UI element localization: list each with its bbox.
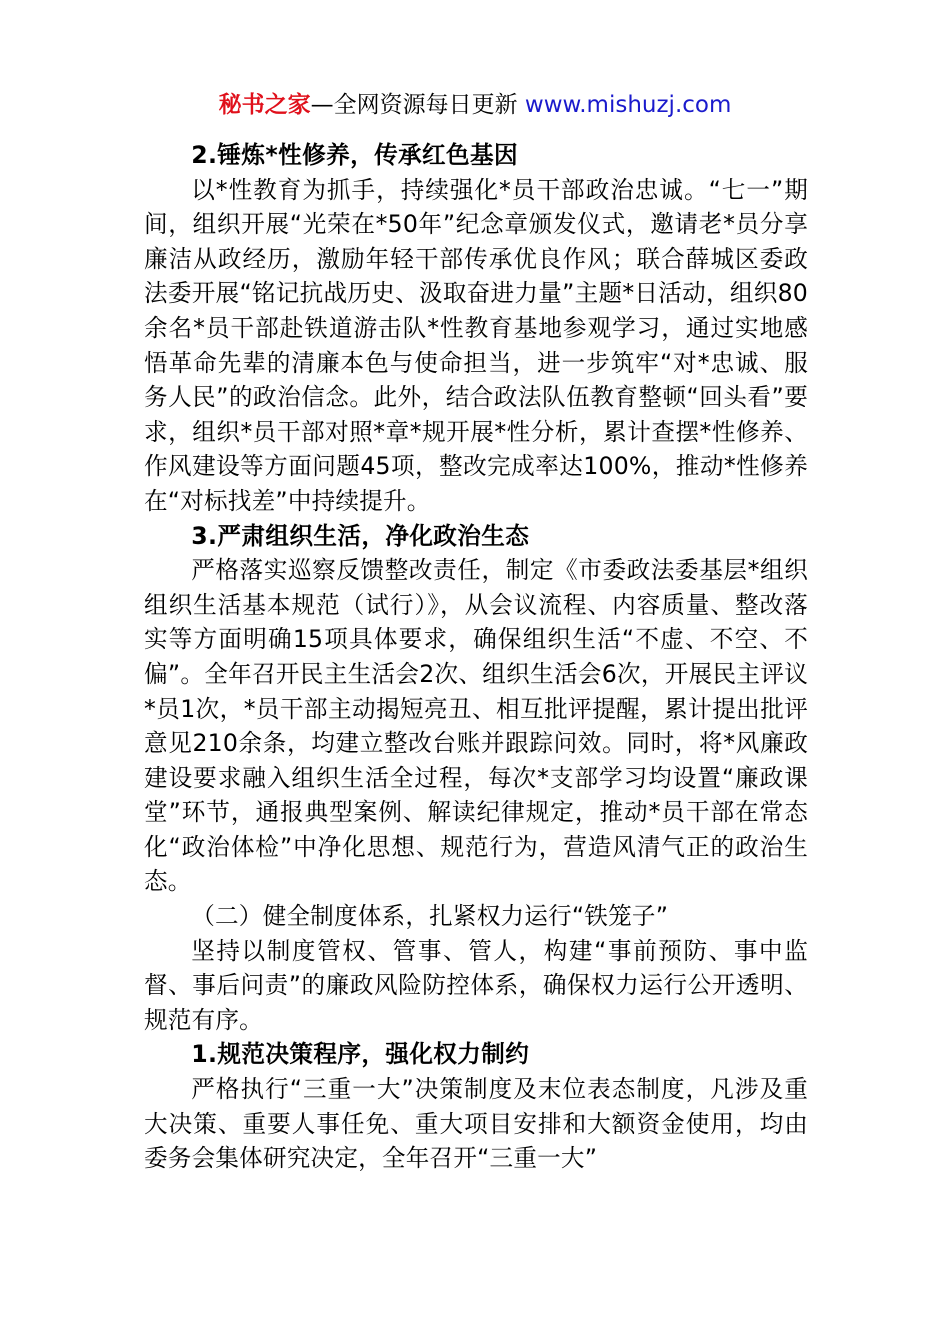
document-body xyxy=(144,138,808,1176)
body-paragraph: 以*性教育为抓手，持续强化*员干部政治忠诚。“七一”期间，组织开展“光荣在*50年”纪念章颁发仪式，邀请老*员分享廉洁从政经历，激励年轻干部传承优良作风；联合薛城区委政法委开展“铭记抗战历史、汲取奋进力量”主题*日活动，组织80余名*员干部赴铁道游击队*性教育基地参观学习，通过实地感悟革命先辈的清廉本色与使命担当，进一步筑牢“对*忠诚、服务人民”的政治信念。此外，结合政法队伍教育整顿“回头看”要求，组织*员干部对照*章*规开展*性分析，累计查摆*性修养、作风建设等方面问题45项，整改完成率达100%，推动*性修养在“对标找差”中持续提升。 xyxy=(144,175,808,515)
site-tagline: —全网资源每日更新 xyxy=(310,92,525,118)
section-subheading: （二）健全制度体系，扎紧权力运行“铁笼子” xyxy=(191,902,669,931)
body-paragraph: 严格执行“三重一大”决策制度及末位表态制度，凡涉及重大决策、重要人事任免、重大项目安排和大额资金使用，均由委务会集体研究决定，全年召开“三重一大” xyxy=(144,1075,808,1173)
site-header xyxy=(0,88,950,122)
body-paragraph: 坚持以制度管权、管事、管人，构建“事前预防、事中监督、事后问责”的廉政风险防控体系，确保权力运行公开透明、规范有序。 xyxy=(144,936,808,1034)
section-heading: 2.锤炼*性修养，传承红色基因 xyxy=(191,141,519,169)
section-heading: 1.规范决策程序，强化权力制约 xyxy=(191,1040,530,1069)
site-brand: 秘书之家 xyxy=(218,92,311,118)
site-url-link[interactable]: www.mishuzj.com xyxy=(524,92,732,118)
section-heading: 3.严肃组织生活，净化政治生态 xyxy=(191,521,530,550)
body-paragraph: 严格落实巡察反馈整改责任，制定《市委政法委基层*组织组织生活基本规范（试行）》，从会议流程、内容质量、整改落实等方面明确15项具体要求，确保组织生活“不虚、不空、不偏”。全年召开民主生活会2次、组织生活会6次，开展民主评议*员1次，*员干部主动揭短亮丑、相互批评提醒，累计提出批评意见210余条，均建立整改台账并跟踪问效。同时，将*风廉政建设要求融入组织生活全过程，每次*支部学习均设置“廉政课堂”环节，通报典型案例、解读纪律规定，推动*员干部在常态化“政治体检”中净化思想、规范行为，营造风清气正的政治生态。 xyxy=(144,556,808,896)
